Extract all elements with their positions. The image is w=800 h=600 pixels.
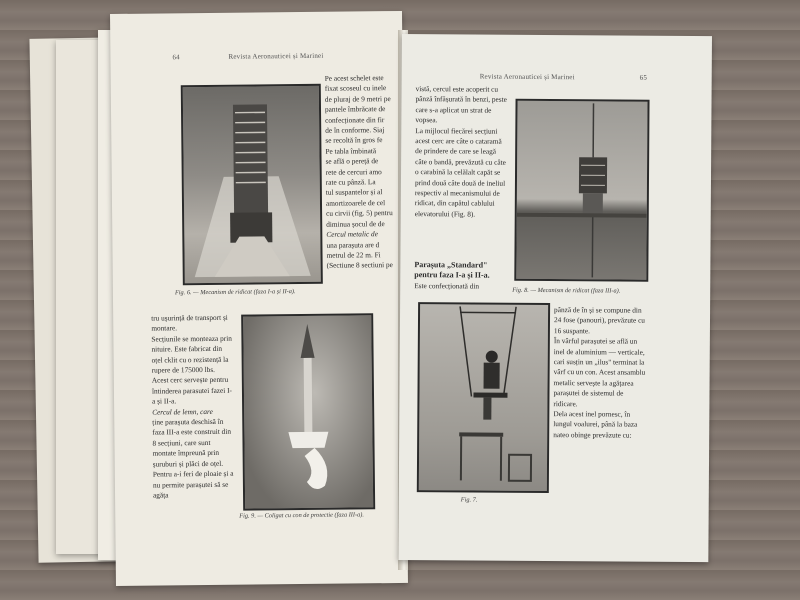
text-line: de în conforme. Siaj <box>325 125 385 135</box>
fig6-photo <box>181 84 323 285</box>
paragraph: pânză de în și se compune din 24 fose (panouri), prevăzute cu 16 suspante. <box>553 305 646 336</box>
fig8-photo <box>514 99 649 282</box>
text-line: diminua șocul de de <box>326 218 385 229</box>
paragraph: vistă, cercul este acoperit cu pânză înfășurată în benzi, peste care s-a aplicat un strat de vopsea. <box>415 84 507 125</box>
text-line: (Sectiune 8 sectiuni pe <box>326 260 393 271</box>
paragraph: La mijlocul fiecărei secțiuni acest cerc are câte o cataramă de prindere de care se leagă câte o bandă, prevăzută cu câte o carabină la celălalt capăt se prind două câte două de ineliul respectiv al mecanismului de ridicat, din capătul cablului elevatorului (Fig. 8). <box>414 125 506 219</box>
text-line: tul suspantelor și al <box>325 187 383 198</box>
text-line: se recoltă în gros fe <box>325 135 383 146</box>
paragraph: Dela acest inel pornesc, în lungul voalurei, până la baza nateo obinge prevăzute cu: <box>553 409 638 440</box>
text-line: rete de cercuri amo <box>325 166 382 177</box>
fig8-caption: Fig. 8. — Mecanism de ridicat (faza III-a). <box>512 286 621 295</box>
text-line: fixat scoseul cu inele <box>324 83 387 94</box>
paragraph: Acest cerc servește pentru întinderea parasutei fazei I-a și II-a. <box>151 375 233 406</box>
fig9-caption: Fig. 9. — Coligat cu con de protectie (faza III-a). <box>239 511 364 520</box>
section-heading: Parașuta „Standard" pentru faza I-a și II-a. <box>414 260 490 281</box>
text-line: Pe tabla îmbinată <box>325 146 377 156</box>
left-header-title: Revista Aeronauticei și Marinei <box>228 51 324 61</box>
left-page <box>110 11 408 586</box>
left-text-top <box>325 73 405 272</box>
right-heading-block <box>414 260 510 292</box>
text-line: metrul de 22 m. Fi <box>326 250 381 260</box>
fig6-drawing <box>183 86 321 283</box>
text-line: de pluraj de 9 metri pe <box>324 93 391 104</box>
fig6-caption: Fig. 6. — Mecanism de ridicat (faza I-a și II-a). <box>174 288 296 297</box>
left-text-bottom <box>151 313 235 501</box>
fig7-caption: Fig. 7. <box>460 496 478 504</box>
fig9-photo <box>241 313 375 510</box>
fig7-photo <box>417 302 550 493</box>
fig9-drawing <box>243 315 373 508</box>
heading-continuation: Este confecționată din <box>414 280 480 291</box>
text-line: pantele îmbrăcate de <box>324 104 386 114</box>
text-line: cu cirvii (fig. 5) pentru <box>326 208 393 219</box>
text-line: amortizoarele de cel <box>325 198 386 208</box>
fig8-drawing <box>516 101 647 280</box>
left-page-number: 64 <box>172 53 180 62</box>
text-line: rate cu pânză. La <box>325 177 376 187</box>
right-text-bottom <box>553 305 646 441</box>
text-line: una parașuta are d <box>326 239 380 250</box>
text-line: Pe acest schelet este <box>324 73 384 83</box>
fig7-drawing <box>419 304 548 491</box>
text-line: confecționate din fir <box>325 114 385 125</box>
right-text-top <box>415 84 508 220</box>
paragraph: tru ușurință de transport și montare. <box>151 312 228 333</box>
paragraph: Secțiunile se monteaza prin nituire. Este fabricat din oțel cklit cu o rezistență la rupere de 175000 lbs. <box>151 333 232 375</box>
text-line: se află o pereță de <box>325 156 379 167</box>
right-page-number: 65 <box>639 73 648 82</box>
paragraph: În vârful parașutei se află un inel de aluminium — verticale, cari susțin un „ilus" terminat la vârf cu un con. Acest ansamblu metalic servește la agățarea parașutei de sistemul de ridicare. <box>553 336 646 408</box>
paragraph: Cercul de lemn, care <box>152 406 213 417</box>
paragraph: ține parașuta deschisă în faza III-a este construit din 8 secțiuni, care sunt montate împreună prin șuruburi și plăci de oțel. Pentru a-i feri de ploaie și a nu permite parașutei să se agăța <box>152 416 234 500</box>
right-page <box>398 34 712 562</box>
text-line: Cercul metalic de <box>326 229 378 239</box>
right-header-title: Revista Aeronauticei și Marinei <box>479 72 575 82</box>
